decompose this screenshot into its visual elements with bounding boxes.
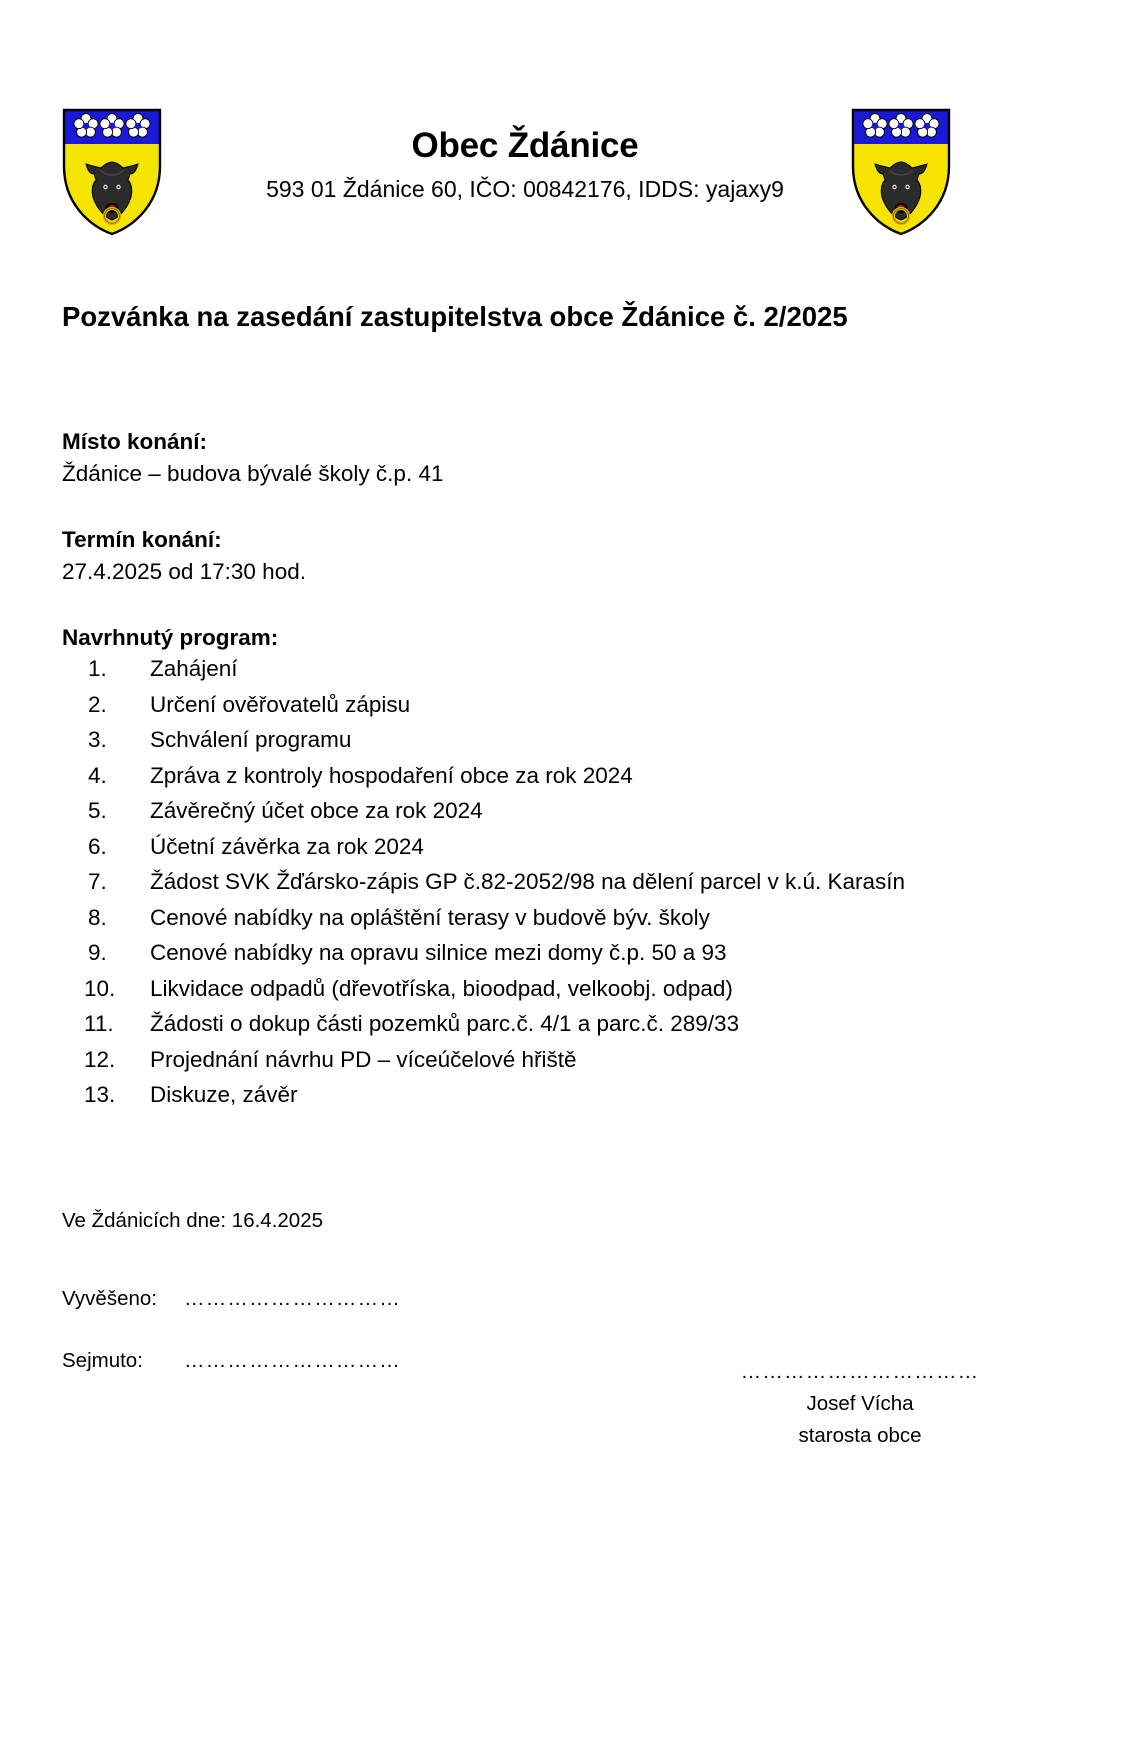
program-item-number: 4. [88,762,107,788]
program-item [62,975,1067,1001]
page-title: Pozvánka na zasedání zastupitelstva obce Ždánice č. 2/2025 [62,301,848,332]
program-item-text: Projednání návrhu PD – víceúčelové hřiště [150,1046,577,1072]
program-item [62,800,1067,823]
program-item-number: 12. [84,1046,116,1072]
document-header [0,100,1140,250]
signature-block [710,1356,1010,1451]
issued-date-line: Ve Ždánicích dne: 16.4.2025 [62,1209,324,1232]
signatory-name: Josef Vícha [806,1391,914,1415]
place-section [62,426,1067,490]
program-item-number: 5. [88,798,107,824]
spacer [62,588,1067,622]
program-item-number: 3. [88,727,107,753]
program-item-number: 9. [88,940,107,966]
program-item [62,1084,1067,1107]
spacer [62,490,1067,524]
document-body [62,300,1067,1120]
program-item-text: Účetní závěrka za rok 2024 [150,833,424,859]
program-item-text: Diskuze, závěr [150,1082,298,1108]
program-item [62,833,1067,859]
program-label: Navrhnutý program: [62,625,279,651]
program-item-text: Žádosti o dokup části pozemků parc.č. 4/1 a parc.č. 289/33 [150,1011,740,1037]
removed-label: Sejmuto: [62,1348,143,1372]
spacer [62,334,1067,426]
program-item-text: Závěrečný účet obce za rok 2024 [150,798,483,824]
program-item-text: Schválení programu [150,727,352,753]
date-label: Termín konání: [62,527,222,553]
program-item [62,1013,1067,1036]
program-item-text: Určení ověřovatelů zápisu [150,691,411,717]
program-item [62,729,1067,752]
program-item-number: 2. [88,691,107,717]
organization-address: 593 01 Ždánice 60, IČO: 00842176, IDDS: yajaxy9 [266,176,784,203]
coat-of-arms-right-icon [851,108,951,236]
program-item-number: 1. [88,656,107,682]
program-item-text: Likvidace odpadů (dřevotříska, bioodpad, velkoobj. odpad) [150,975,733,1001]
program-item-number: 11. [84,1011,114,1037]
program-item-text: Zpráva z kontroly hospodaření obce za rok 2024 [150,762,633,788]
program-section [62,622,1067,1106]
program-item-number: 13. [84,1082,116,1108]
coat-of-arms-left-icon [62,108,162,236]
program-item-number: 8. [88,904,107,930]
program-item [62,762,1067,788]
program-item [62,691,1067,717]
program-item-text: Žádost SVK Žďársko-zápis GP č.82-2052/98 na dělení parcel v k.ú. Karasín [150,869,906,895]
place-label: Místo konání: [62,429,207,455]
posted-row [62,1287,1067,1311]
posted-label: Vyvěšeno: [62,1286,157,1310]
program-item [62,904,1067,930]
program-item-text: Cenové nabídky na opravu silnice mezi domy č.p. 50 a 93 [150,940,727,966]
program-item [62,871,1067,894]
signature-line: …………………………… [740,1360,980,1383]
program-item-number: 7. [88,869,107,895]
removed-value-blank: ………………………… [184,1348,401,1372]
date-section [62,524,1067,588]
place-value: Ždánice – budova bývalé školy č.p. 41 [62,461,444,487]
program-item [62,1046,1067,1072]
signatory-role: starosta obce [798,1423,922,1447]
program-item [62,942,1067,965]
document-footer [62,1208,1067,1447]
header-text-block [230,126,820,204]
posted-value-blank: ………………………… [184,1286,401,1310]
program-item-number: 6. [88,833,107,859]
date-value: 27.4.2025 od 17:30 hod. [62,559,306,585]
program-item-text: Zahájení [150,656,238,682]
organization-title: Obec Ždánice [411,126,639,165]
program-item [62,658,1067,681]
program-list [62,658,1067,1107]
program-item-number: 10. [84,975,116,1001]
program-item-text: Cenové nabídky na opláštění terasy v budově býv. školy [150,904,710,930]
